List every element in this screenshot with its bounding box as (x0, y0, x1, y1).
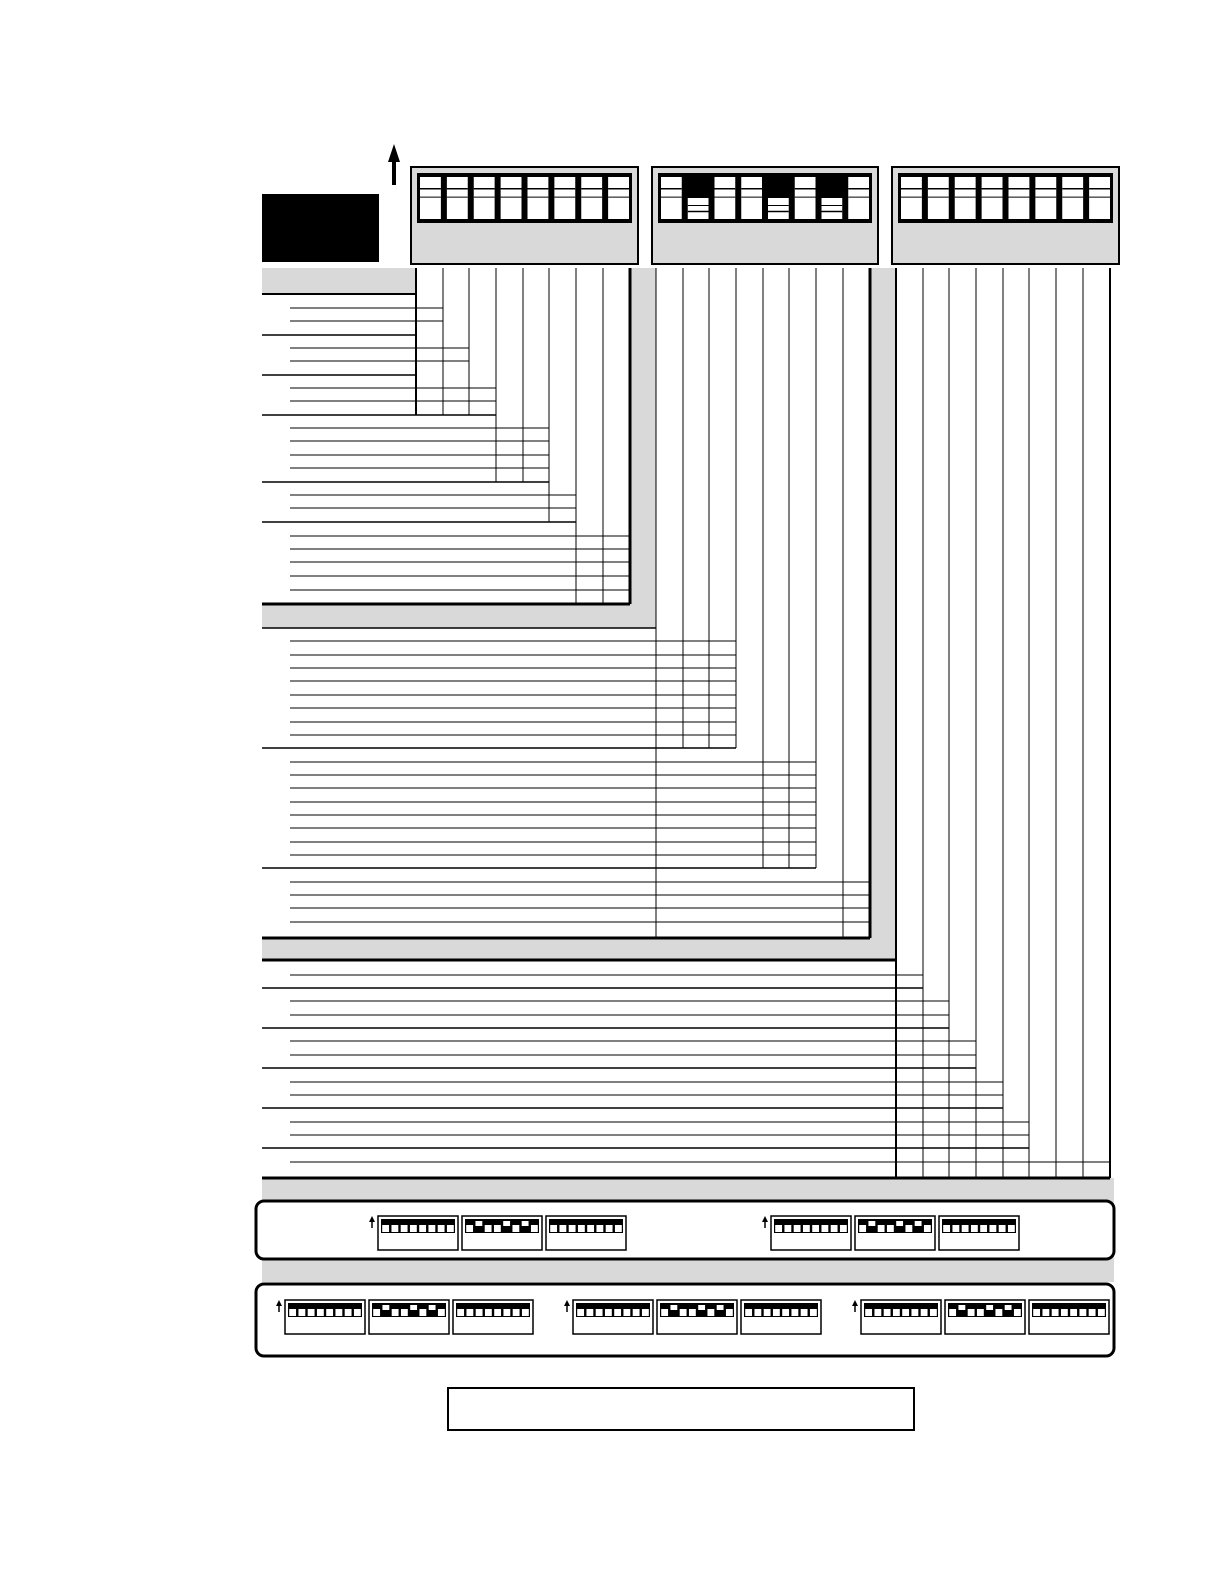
mini-switch (1079, 1309, 1086, 1316)
mini-switch (447, 1225, 454, 1232)
switch-bank-a-switch-3 (474, 177, 495, 219)
mini-switch (986, 1305, 993, 1310)
mini-switch (475, 1221, 482, 1226)
mini-switch (784, 1225, 791, 1232)
switch-bank-a-switch-7 (581, 177, 602, 219)
switch-slot (741, 177, 762, 219)
switch-bank-c-switch-2 (928, 177, 949, 219)
mini-switch (943, 1225, 950, 1232)
mini-switch (596, 1225, 603, 1232)
mini-switch (289, 1309, 296, 1316)
mini-switch (995, 1309, 1002, 1316)
top-bar-shade (262, 268, 415, 294)
mini-switch (382, 1225, 389, 1232)
mini-switch (410, 1305, 417, 1310)
mini-switch (1014, 1309, 1021, 1316)
switch-slot (1009, 177, 1030, 219)
mini-switch (466, 1309, 473, 1316)
mini-switch (326, 1309, 333, 1316)
example-4-bank-b (657, 1300, 737, 1334)
switch-bank-b-switch-4 (741, 177, 762, 219)
switch-bank-b-switch-7 (822, 198, 843, 219)
mini-switch (1052, 1309, 1059, 1316)
example-3-bank-b (369, 1300, 449, 1334)
mini-switch (485, 1225, 492, 1232)
mini-switch (485, 1309, 492, 1316)
switch-bank-b-switch-2 (688, 198, 709, 219)
mini-switch (661, 1309, 668, 1316)
switch-slot (982, 177, 1003, 219)
mini-switch (924, 1225, 931, 1232)
mini-switch (606, 1225, 613, 1232)
switch-slot (848, 177, 869, 219)
mini-switch (764, 1309, 771, 1316)
switch-bank-b (652, 167, 878, 264)
mini-switch (782, 1309, 789, 1316)
mini-switch (812, 1225, 819, 1232)
mini-switch (962, 1225, 969, 1232)
mini-switch (868, 1221, 875, 1226)
mini-switch (623, 1309, 630, 1316)
example-5-bank-a (861, 1300, 941, 1334)
mini-switch (745, 1309, 752, 1316)
mini-switch (522, 1221, 529, 1226)
mini-switch (977, 1309, 984, 1316)
switch-bank-a-switch-1 (420, 177, 441, 219)
mini-switch (410, 1225, 417, 1232)
mini-switch (980, 1225, 987, 1232)
mini-switch (775, 1225, 782, 1232)
mini-switch (1061, 1309, 1068, 1316)
switch-bank-a-switch-4 (501, 177, 522, 219)
example-4-bank-c (741, 1300, 821, 1334)
mini-switch (791, 1309, 798, 1316)
switch-slot (688, 198, 709, 219)
example-2-bank-a (771, 1216, 851, 1250)
mini-switch (930, 1309, 937, 1316)
mini-switch (893, 1309, 900, 1316)
switch-slot (768, 198, 789, 219)
mini-switch (884, 1309, 891, 1316)
mini-switch (911, 1309, 918, 1316)
switch-bank-b-switch-1 (661, 177, 682, 219)
example-5-bank-c (1029, 1300, 1109, 1334)
mini-switch (1089, 1309, 1096, 1316)
mini-switch (794, 1225, 801, 1232)
mini-switch (429, 1305, 436, 1310)
mini-switch (1098, 1309, 1105, 1316)
mini-switch (428, 1225, 435, 1232)
mini-switch (298, 1309, 305, 1316)
switch-slot (474, 177, 495, 219)
mini-switch (531, 1225, 538, 1232)
switch-slot (1035, 177, 1056, 219)
mini-switch (308, 1309, 315, 1316)
example-2-bank-c (939, 1216, 1019, 1250)
mini-switch (512, 1225, 519, 1232)
mini-switch (1042, 1309, 1049, 1316)
up-arrow-icon (388, 144, 400, 185)
switch-slot (581, 177, 602, 219)
mini-switch (615, 1225, 622, 1232)
mini-switch (513, 1309, 520, 1316)
switch-bank-c-switch-6 (1035, 177, 1056, 219)
switch-slot (901, 177, 922, 219)
mini-switch (401, 1309, 408, 1316)
mini-switch (476, 1309, 483, 1316)
mini-switch (382, 1305, 389, 1310)
mini-switch (840, 1225, 847, 1232)
mini-switch (968, 1309, 975, 1316)
switch-bank-c-switch-5 (1009, 177, 1030, 219)
example-5-bank-b (945, 1300, 1025, 1334)
mini-switch (1070, 1309, 1077, 1316)
switch-bank-c-switch-3 (955, 177, 976, 219)
switch-slot (1062, 177, 1083, 219)
title-block (262, 194, 379, 262)
mini-switch (915, 1221, 922, 1226)
mini-switch (419, 1225, 426, 1232)
switch-slot (955, 177, 976, 219)
mini-switch (503, 1221, 510, 1226)
mini-switch (596, 1309, 603, 1316)
mini-switch (810, 1309, 817, 1316)
mini-switch (373, 1309, 380, 1316)
switch-bank-a-switch-5 (528, 177, 549, 219)
mini-switch (354, 1309, 361, 1316)
mini-switch (550, 1225, 557, 1232)
switch-slot (715, 177, 736, 219)
mini-switch (717, 1305, 724, 1310)
switch-slot (501, 177, 522, 219)
switch-bank-c-switch-4 (982, 177, 1003, 219)
mini-switch (633, 1309, 640, 1316)
mini-switch (503, 1309, 510, 1316)
staircase-shade-b (262, 938, 896, 960)
staircase-shade-a-vert (630, 268, 656, 628)
mini-switch (821, 1225, 828, 1232)
switch-slot (795, 177, 816, 219)
mini-switch (999, 1225, 1006, 1232)
switch-bank-c (892, 167, 1119, 264)
example-1-bank-c (546, 1216, 626, 1250)
example-3-bank-c (453, 1300, 533, 1334)
switch-slot (447, 177, 468, 219)
mini-switch (896, 1221, 903, 1226)
mini-switch (569, 1225, 576, 1232)
mini-switch (438, 1225, 445, 1232)
mini-switch (457, 1309, 464, 1316)
staircase-shade-a (262, 604, 656, 628)
switch-slot (1089, 177, 1110, 219)
mini-switch (605, 1309, 612, 1316)
switch-slot (420, 177, 441, 219)
mini-switch (401, 1225, 408, 1232)
mini-switch (642, 1309, 649, 1316)
mini-switch (391, 1225, 398, 1232)
mini-switch (438, 1309, 445, 1316)
mini-switch (317, 1309, 324, 1316)
switch-bank-a-switch-6 (554, 177, 575, 219)
mini-switch (614, 1309, 621, 1316)
mini-switch (578, 1225, 585, 1232)
example-1-bank-b (462, 1216, 542, 1250)
mini-switch (392, 1309, 399, 1316)
switch-bank-a (411, 167, 638, 264)
switch-bank-b-switch-8 (848, 177, 869, 219)
example-3-bank-a (285, 1300, 365, 1334)
switch-bank-a-switch-2 (447, 177, 468, 219)
mini-switch (921, 1309, 928, 1316)
switch-bank-b-switch-6 (795, 177, 816, 219)
mini-switch (335, 1309, 342, 1316)
mini-switch (494, 1309, 501, 1316)
mini-switch (773, 1309, 780, 1316)
mini-switch (689, 1309, 696, 1316)
mini-switch (949, 1309, 956, 1316)
mini-switch (494, 1225, 501, 1232)
mini-switch (559, 1225, 566, 1232)
mini-switch (905, 1225, 912, 1232)
mini-switch (865, 1309, 872, 1316)
mini-switch (803, 1225, 810, 1232)
switch-bank-b-switch-3 (715, 177, 736, 219)
switch-bank-b-switch-5 (768, 198, 789, 219)
example-1-bank-a (378, 1216, 458, 1250)
mini-switch (419, 1309, 426, 1316)
switch-slot (528, 177, 549, 219)
mini-switch (874, 1309, 881, 1316)
footer-box (448, 1388, 914, 1430)
mini-switch (466, 1225, 473, 1232)
mini-switch (522, 1309, 529, 1316)
mini-switch (859, 1225, 866, 1232)
mini-switch (345, 1309, 352, 1316)
mini-switch (831, 1225, 838, 1232)
staircase-shade-b-vert (870, 268, 896, 960)
switch-bank-c-switch-8 (1089, 177, 1110, 219)
mini-switch (577, 1309, 584, 1316)
mini-switch (1008, 1225, 1015, 1232)
mini-switch (958, 1305, 965, 1310)
switch-bank-c-switch-7 (1062, 177, 1083, 219)
switch-slot (822, 198, 843, 219)
mini-switch (754, 1309, 761, 1316)
mini-switch (1005, 1305, 1012, 1310)
mini-switch (680, 1309, 687, 1316)
mini-switch (707, 1309, 714, 1316)
switch-bank-c-switch-1 (901, 177, 922, 219)
mini-switch (971, 1225, 978, 1232)
switch-slot (928, 177, 949, 219)
mini-switch (698, 1305, 705, 1310)
mini-switch (952, 1225, 959, 1232)
switch-slot (554, 177, 575, 219)
mini-switch (801, 1309, 808, 1316)
mini-switch (887, 1225, 894, 1232)
mini-switch (902, 1309, 909, 1316)
mini-switch (878, 1225, 885, 1232)
example-4-bank-a (573, 1300, 653, 1334)
mini-switch (586, 1309, 593, 1316)
switch-slot (661, 177, 682, 219)
mini-switch (587, 1225, 594, 1232)
switch-slot (608, 177, 629, 219)
mini-switch (989, 1225, 996, 1232)
switch-bank-a-switch-8 (608, 177, 629, 219)
mini-switch (670, 1305, 677, 1310)
mini-switch (726, 1309, 733, 1316)
example-2-bank-b (855, 1216, 935, 1250)
mini-switch (1033, 1309, 1040, 1316)
